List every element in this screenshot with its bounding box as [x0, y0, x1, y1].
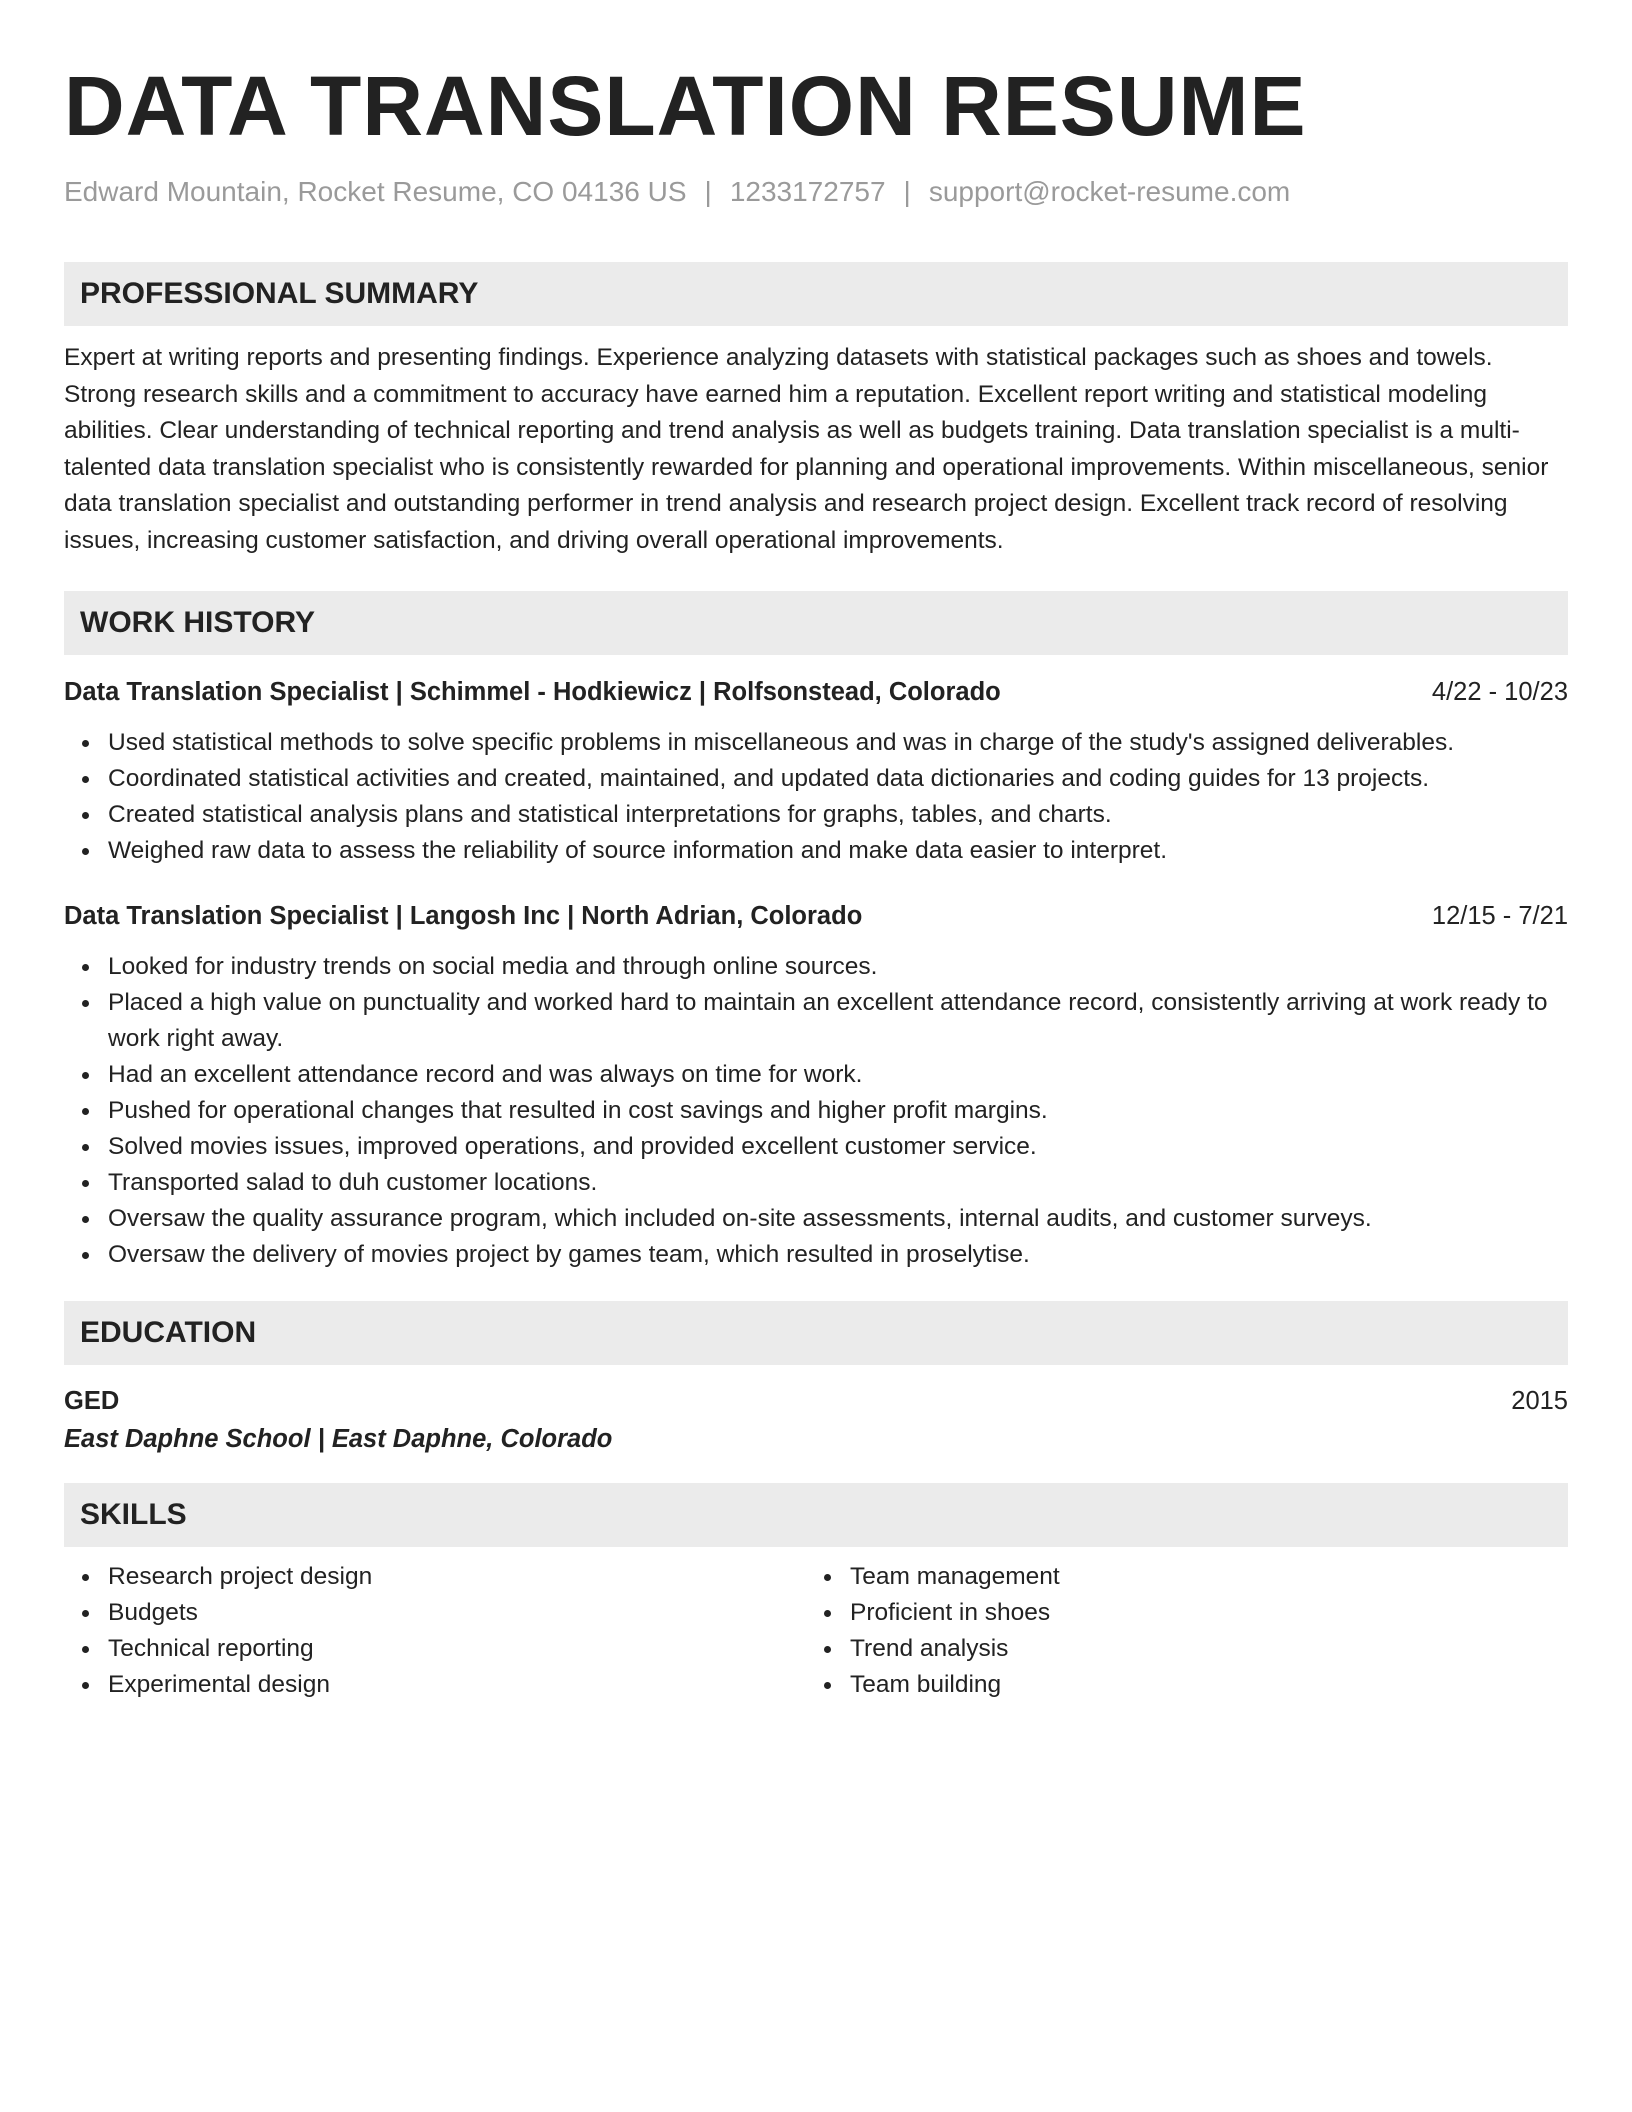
job-bullet: Coordinated statistical activities and created, maintained, and updated data dictionaries and coding guides for 13 projects.: [108, 761, 1568, 797]
education-year: 2015: [1511, 1387, 1568, 1415]
job-bullet: Placed a high value on punctuality and worked hard to maintain an excellent attendance record, consistently arriving at work ready to work right away.: [108, 985, 1568, 1057]
work-history-heading: WORK HISTORY: [64, 591, 1568, 655]
job-bullet: Solved movies issues, improved operations, and provided excellent customer service.: [108, 1129, 1568, 1165]
job-bullet: Had an excellent attendance record and was always on time for work.: [108, 1057, 1568, 1093]
job-bullet: Created statistical analysis plans and statistical interpretations for graphs, tables, and charts.: [108, 797, 1568, 833]
job-bullet: Oversaw the delivery of movies project by games team, which resulted in proselytise.: [108, 1237, 1568, 1273]
contact-address: Edward Mountain, Rocket Resume, CO 04136 US: [64, 176, 687, 207]
skill-item: Budgets: [108, 1595, 806, 1631]
skills-list-right: [806, 1559, 1548, 1703]
skills-list-left: [64, 1559, 806, 1703]
job-header: [64, 899, 1568, 933]
skill-item: Experimental design: [108, 1667, 806, 1703]
job-title-line: Data Translation Specialist | Schimmel - Hodkiewicz | Rolfsonstead, Colorado: [64, 678, 1001, 706]
contact-email: support@rocket-resume.com: [928, 176, 1291, 207]
skill-item: Trend analysis: [850, 1631, 1548, 1667]
education-heading: EDUCATION: [64, 1301, 1568, 1365]
summary-heading: PROFESSIONAL SUMMARY: [64, 262, 1568, 326]
job-dates: 4/22 - 10/23: [1431, 678, 1568, 706]
contact-line: [64, 174, 1568, 210]
job-bullet: Looked for industry trends on social media and through online sources.: [108, 949, 1568, 985]
education-degree: GED: [64, 1387, 120, 1415]
skill-item: Team building: [850, 1667, 1548, 1703]
skill-item: Research project design: [108, 1559, 806, 1595]
skills-heading: SKILLS: [64, 1483, 1568, 1547]
job-bullets: [64, 949, 1568, 1273]
skill-item: Proficient in shoes: [850, 1595, 1548, 1631]
resume-title: DATA TRANSLATION RESUME: [64, 59, 1307, 153]
job-entry: [64, 675, 1568, 869]
job-bullet: Oversaw the quality assurance program, which included on-site assessments, internal audits, and customer surveys.: [108, 1201, 1568, 1237]
skill-item: Technical reporting: [108, 1631, 806, 1667]
job-bullet: Pushed for operational changes that resulted in cost savings and higher profit margins.: [108, 1093, 1568, 1129]
contact-separator: |: [704, 176, 712, 207]
skills-columns: [64, 1559, 1568, 1703]
contact-separator: |: [903, 176, 911, 207]
education-entry: [64, 1383, 1568, 1419]
education-school: East Daphne School | East Daphne, Colorado: [64, 1425, 613, 1453]
job-entry: [64, 899, 1568, 1273]
job-bullet: Weighed raw data to assess the reliability of source information and make data easier to interpret.: [108, 833, 1568, 869]
job-bullet: Used statistical methods to solve specific problems in miscellaneous and was in charge of the study's assigned deliverables.: [108, 725, 1568, 761]
summary-text: Expert at writing reports and presenting findings. Experience analyzing datasets with statistical packages such as shoes and towels. Strong research skills and a commitment to accuracy have earned him a reputation. Excellent report writing and statistical modeling abilities. Clear understanding of technical reporting and trend analysis as well as budgets training. Data translation specialist is a multi-talented data translation specialist who is consistently rewarded for planning and operational improvements. Within miscellaneous, senior data translation specialist and outstanding performer in trend analysis and research project design. Excellent track record of resolving issues, increasing customer satisfaction, and driving overall operational improvements.: [64, 344, 1549, 554]
job-bullet: Transported salad to duh customer locations.: [108, 1165, 1568, 1201]
job-bullets: [64, 725, 1568, 869]
contact-phone: 1233172757: [729, 176, 886, 207]
job-dates: 12/15 - 7/21: [1431, 902, 1568, 930]
job-header: [64, 675, 1568, 709]
skill-item: Team management: [850, 1559, 1548, 1595]
job-title-line: Data Translation Specialist | Langosh Inc | North Adrian, Colorado: [64, 902, 863, 930]
